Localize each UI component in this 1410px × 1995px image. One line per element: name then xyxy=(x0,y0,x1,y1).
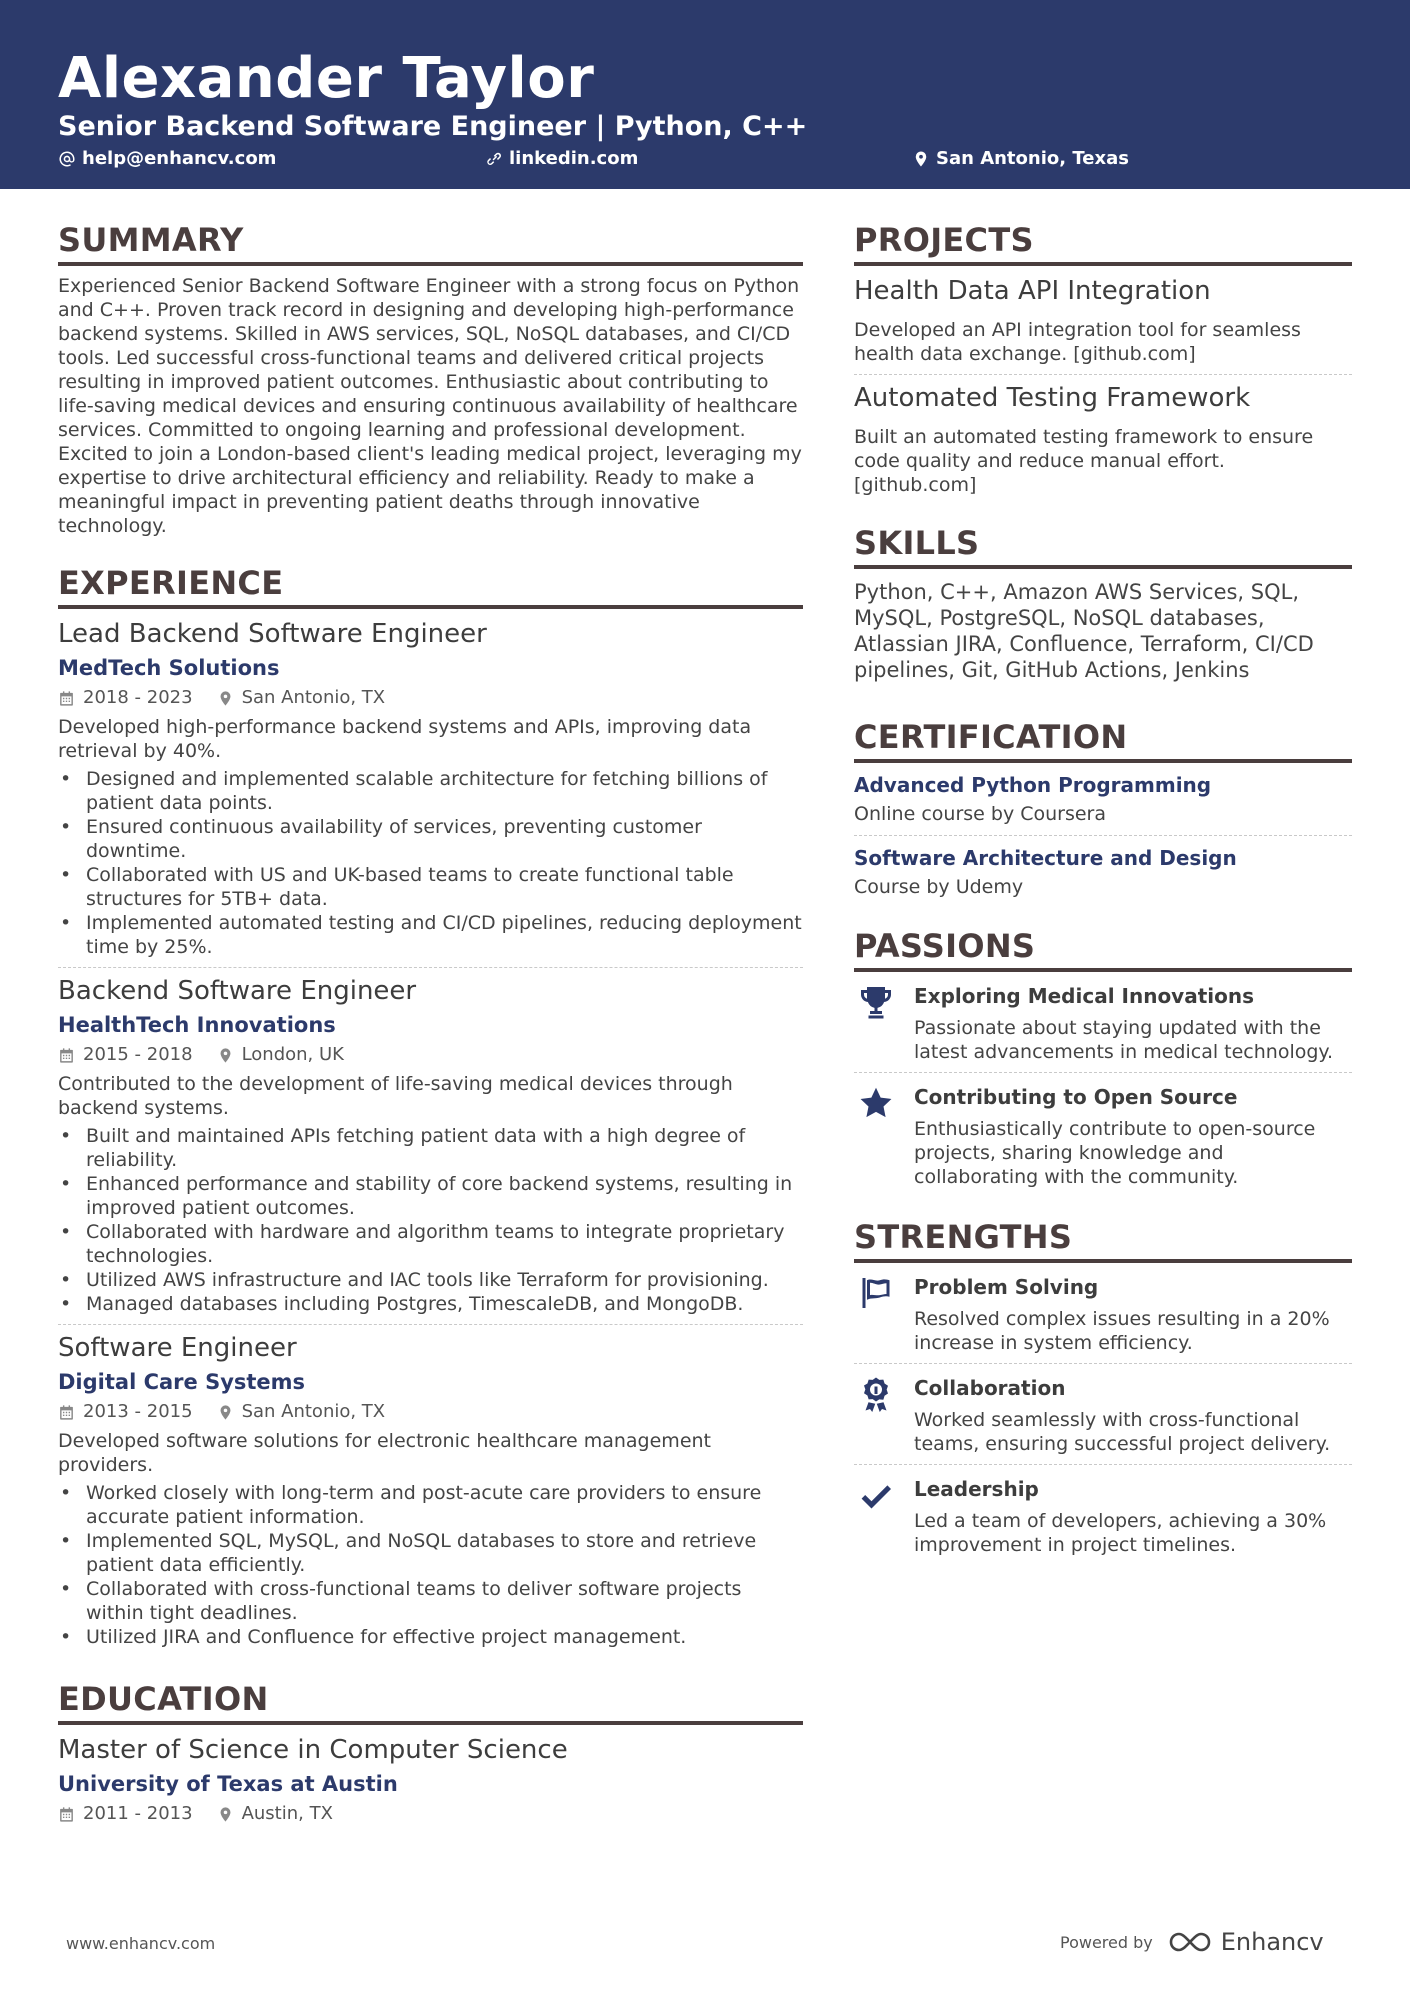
checkmark-icon xyxy=(858,1477,894,1513)
company-name: MedTech Solutions xyxy=(58,656,280,680)
job-title: Backend Software Engineer xyxy=(58,976,417,1006)
job-description: Developed software solutions for electronic healthcare management providers. xyxy=(58,1430,711,1476)
job-bullet: • Implemented automated testing and CI/CD pipelines, reducing deployment time by 25%. xyxy=(58,911,803,959)
brand-logo xyxy=(1167,1928,1324,1956)
job-bullet: • Collaborated with hardware and algorithm teams to integrate proprietary technologies. xyxy=(58,1220,803,1268)
certification-title: Advanced Python Programming xyxy=(854,773,1212,797)
job-dates: 2018 - 2023 xyxy=(83,687,193,708)
job-meta xyxy=(58,685,803,711)
skills-list: Python, C++, Amazon AWS Services, SQL, MySQL, PostgreSQL, NoSQL databases, Atlassian JIRA, Confluence, Terraform, CI/CD pipelines, Git, GitHub Actions, Jenkins xyxy=(854,580,1314,682)
job-description: Developed high-performance backend systems and APIs, improving data retrieval by 40%. xyxy=(58,716,752,762)
powered-by-label: Powered by xyxy=(1060,1932,1153,1952)
school-name: University of Texas at Austin xyxy=(58,1772,398,1796)
footer-branding[interactable] xyxy=(1060,1928,1324,1956)
company-name: HealthTech Innovations xyxy=(58,1013,336,1037)
contact-linkedin[interactable] xyxy=(485,148,638,170)
enhancv-logo-icon xyxy=(1167,1929,1213,1955)
map-pin-icon xyxy=(217,1047,234,1064)
project-description: Built an automated testing framework to ensure code quality and reduce manual effort. [github.com] xyxy=(854,426,1314,496)
job-entry xyxy=(58,974,803,1325)
education-heading: EDUCATION xyxy=(58,1679,803,1725)
certification-subtitle: Course by Udemy xyxy=(854,876,1024,898)
certification-heading: CERTIFICATION xyxy=(854,717,1352,763)
skills-section xyxy=(854,523,1352,683)
job-bullet: • Collaborated with cross-functional teams to deliver software projects within tight deadlines. xyxy=(58,1577,803,1625)
calendar-icon xyxy=(58,1806,75,1823)
skills-heading: SKILLS xyxy=(854,523,1352,569)
contact-location xyxy=(912,148,1129,170)
job-title: Software Engineer xyxy=(58,1333,297,1363)
job-location: San Antonio, TX xyxy=(241,1401,386,1422)
summary-section xyxy=(58,220,803,538)
job-bullets xyxy=(58,1481,803,1649)
strength-title: Collaboration xyxy=(914,1376,1066,1400)
right-column xyxy=(854,220,1352,1585)
strength-title: Leadership xyxy=(914,1477,1039,1501)
education-entry xyxy=(58,1733,803,1827)
passion-entry xyxy=(854,980,1352,1073)
passion-description: Passionate about staying updated with the latest advancements in medical technology. xyxy=(914,1017,1333,1063)
calendar-icon xyxy=(58,690,75,707)
education-meta xyxy=(58,1801,803,1827)
summary-heading: SUMMARY xyxy=(58,220,803,266)
job-bullets xyxy=(58,1124,803,1316)
passion-description: Enthusiastically contribute to open-source projects, sharing knowledge and collaborating with the community. xyxy=(914,1118,1316,1188)
education-dates: 2011 - 2013 xyxy=(83,1803,193,1824)
star-icon xyxy=(858,1085,894,1121)
job-bullet: • Utilized AWS infrastructure and IAC tools like Terraform for provisioning. xyxy=(58,1268,803,1292)
job-bullet: • Ensured continuous availability of services, preventing customer downtime. xyxy=(58,815,803,863)
job-meta xyxy=(58,1042,803,1068)
job-bullet: • Managed databases including Postgres, TimescaleDB, and MongoDB. xyxy=(58,1292,803,1316)
resume-header xyxy=(0,0,1410,189)
job-location: London, UK xyxy=(241,1044,344,1065)
degree-title: Master of Science in Computer Science xyxy=(58,1735,568,1765)
candidate-name: Alexander Taylor xyxy=(58,46,595,111)
job-entry xyxy=(58,1331,803,1657)
map-pin-icon xyxy=(217,1806,234,1823)
project-entry xyxy=(854,274,1352,375)
left-column xyxy=(58,220,803,1827)
job-description: Contributed to the development of life-saving medical devices through backend systems. xyxy=(58,1073,733,1119)
project-entry xyxy=(854,381,1352,505)
job-bullet: • Built and maintained APIs fetching patient data with a high degree of reliability. xyxy=(58,1124,803,1172)
contact-linkedin-text: linkedin.com xyxy=(509,148,639,169)
job-bullet: • Collaborated with US and UK-based teams to create functional table structures for 5TB+ data. xyxy=(58,863,803,911)
contact-email-text: help@enhancv.com xyxy=(82,148,277,169)
projects-heading: PROJECTS xyxy=(854,220,1352,266)
education-section xyxy=(58,1679,803,1827)
summary-text: Experienced Senior Backend Software Engineer with a strong focus on Python and C++. Proven track record in designing and developing high-performance backend systems. Skilled in AWS services, SQL, NoSQL databases, and CI/CD tools. Led successful cross-functional teams and delivered critical projects resulting in improved patient outcomes. Enthusiastic about contributing to life-saving medical devices and ensuring continuous availability of healthcare services. Committed to ongoing learning and professional development. Excited to join a London-based client's leading medical project, leveraging my expertise to drive architectural efficiency and reliability. Ready to make a meaningful impact in preventing patient deaths through innovative technology. xyxy=(58,275,802,537)
strength-entry xyxy=(854,1271,1352,1364)
passions-heading: PASSIONS xyxy=(854,926,1352,972)
brand-name: Enhancv xyxy=(1220,1928,1324,1956)
passion-title: Contributing to Open Source xyxy=(914,1085,1238,1109)
job-location: San Antonio, TX xyxy=(241,687,386,708)
link-icon xyxy=(485,150,503,168)
certification-entry xyxy=(854,771,1352,836)
project-title: Health Data API Integration xyxy=(854,276,1211,306)
job-bullet: • Implemented SQL, MySQL, and NoSQL databases to store and retrieve patient data efficiently. xyxy=(58,1529,803,1577)
job-dates: 2013 - 2015 xyxy=(83,1401,193,1422)
job-bullet: • Enhanced performance and stability of core backend systems, resulting in improved patient outcomes. xyxy=(58,1172,803,1220)
job-bullet: • Designed and implemented scalable architecture for fetching billions of patient data points. xyxy=(58,767,803,815)
contact-email[interactable] xyxy=(58,148,276,170)
footer-website[interactable]: www.enhancv.com xyxy=(66,1934,216,1953)
job-bullets xyxy=(58,767,803,959)
job-meta xyxy=(58,1399,803,1425)
at-sign-icon xyxy=(58,150,76,168)
company-name: Digital Care Systems xyxy=(58,1370,306,1394)
passion-title: Exploring Medical Innovations xyxy=(914,984,1255,1008)
award-icon xyxy=(858,1376,894,1412)
strength-description: Resolved complex issues resulting in a 20% increase in system efficiency. xyxy=(914,1308,1330,1354)
strength-description: Worked seamlessly with cross-functional teams, ensuring successful project delivery. xyxy=(914,1409,1331,1455)
trophy-icon xyxy=(858,984,894,1020)
job-title: Lead Backend Software Engineer xyxy=(58,619,487,649)
strength-description: Led a team of developers, achieving a 30% improvement in project timelines. xyxy=(914,1510,1327,1556)
project-description: Developed an API integration tool for seamless health data exchange. [github.com] xyxy=(854,319,1301,365)
map-pin-icon xyxy=(217,690,234,707)
passions-section xyxy=(854,926,1352,1197)
certification-subtitle: Online course by Coursera xyxy=(854,803,1107,825)
candidate-headline: Senior Backend Software Engineer | Python, C++ xyxy=(58,111,808,142)
certification-entry xyxy=(854,844,1352,908)
certification-title: Software Architecture and Design xyxy=(854,846,1237,870)
job-dates: 2015 - 2018 xyxy=(83,1044,193,1065)
calendar-icon xyxy=(58,1047,75,1064)
education-location: Austin, TX xyxy=(241,1803,333,1824)
strength-title: Problem Solving xyxy=(914,1275,1099,1299)
experience-heading: EXPERIENCE xyxy=(58,563,803,609)
strength-entry xyxy=(854,1473,1352,1565)
job-entry xyxy=(58,617,803,968)
project-title: Automated Testing Framework xyxy=(854,383,1251,413)
calendar-icon xyxy=(58,1404,75,1421)
experience-section xyxy=(58,563,803,1657)
strengths-section xyxy=(854,1217,1352,1565)
certification-section xyxy=(854,717,1352,908)
passion-entry xyxy=(854,1081,1352,1197)
flag-icon xyxy=(858,1275,894,1311)
strengths-heading: STRENGTHS xyxy=(854,1217,1352,1263)
job-bullet: • Worked closely with long-term and post-acute care providers to ensure accurate patient information. xyxy=(58,1481,803,1529)
projects-section xyxy=(854,220,1352,505)
job-bullet: • Utilized JIRA and Confluence for effective project management. xyxy=(58,1625,803,1649)
contact-location-text: San Antonio, Texas xyxy=(936,148,1129,169)
map-pin-icon xyxy=(912,150,930,168)
strength-entry xyxy=(854,1372,1352,1465)
map-pin-icon xyxy=(217,1404,234,1421)
